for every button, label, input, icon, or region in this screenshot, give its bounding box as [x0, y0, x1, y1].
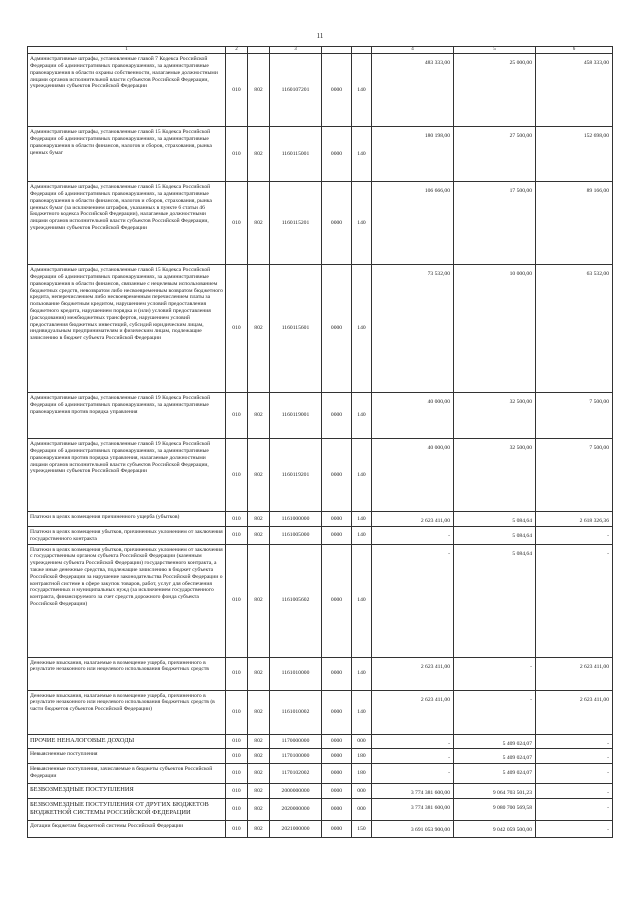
value-cell: 3 774 381 600,00	[372, 798, 454, 820]
value-cell: 3 774 381 600,00	[372, 784, 454, 799]
code-cell: 140	[352, 439, 372, 512]
code-cell: 010	[226, 734, 248, 749]
code-cell: 010	[226, 798, 248, 820]
value-cell: -	[536, 764, 613, 784]
table-row	[28, 127, 613, 182]
code-cell: 000	[352, 798, 372, 820]
code-cell: 1160119201	[270, 439, 322, 512]
code-cell: 802	[248, 784, 270, 799]
value-cell: 27 500,00	[454, 127, 536, 182]
header-cell: 5	[454, 47, 536, 54]
table-row	[28, 820, 613, 837]
row-description: Дотации бюджетам бюджетной системы Российской Федерации	[28, 820, 226, 837]
row-description: Административные штрафы, установленные главой 15 Кодекса Российской Федерации об административных правонарушениях, за административные правонарушения в области финансов, связанные с нецелевым использованием бюджетных средств, невозвратом либо несвоевременным возвратом бюджетного кредита, неперечислением либо несвоевременным перечислением платы за пользование бюджетным кредитом, нарушением условий предоставления бюджетного кредита, нарушением порядка и (или) условий предоставления (расходования) межбюджетных трансфертов, нарушением условий предоставления бюджетных инвестиций, субсидий юридическим лицам, индивидуальным предпринимателям и физическим лицам, подлежащие зачислению в бюджет субъекта Российской Федерации	[28, 265, 226, 393]
value-cell: 5 084,64	[454, 512, 536, 527]
value-cell: 458 333,00	[536, 54, 613, 127]
value-cell: -	[536, 526, 613, 544]
code-cell: 802	[248, 439, 270, 512]
value-cell: -	[536, 820, 613, 837]
code-cell: 0000	[322, 764, 352, 784]
code-cell: 802	[248, 393, 270, 439]
code-cell: 1161010000	[270, 657, 322, 690]
code-cell: 802	[248, 127, 270, 182]
header-cell	[322, 47, 352, 54]
code-cell: 180	[352, 764, 372, 784]
value-cell: -	[372, 544, 454, 657]
code-cell: 1160115601	[270, 265, 322, 393]
value-cell: 89 166,00	[536, 182, 613, 265]
code-cell: 140	[352, 690, 372, 734]
value-cell: 25 000,00	[454, 54, 536, 127]
table-row	[28, 512, 613, 527]
code-cell: 010	[226, 393, 248, 439]
header-cell: 6	[536, 47, 613, 54]
code-cell: 2000000000	[270, 784, 322, 799]
table-row	[28, 764, 613, 784]
code-cell: 1160119001	[270, 393, 322, 439]
code-cell: 2020000000	[270, 798, 322, 820]
table-row	[28, 439, 613, 512]
code-cell: 140	[352, 182, 372, 265]
value-cell: 32 500,00	[454, 439, 536, 512]
value-cell: 9 080 700 569,58	[454, 798, 536, 820]
value-cell: -	[536, 544, 613, 657]
value-cell: 7 500,00	[536, 393, 613, 439]
value-cell: 73 532,00	[372, 265, 454, 393]
code-cell: 150	[352, 820, 372, 837]
value-cell: 5 409 024,07	[454, 734, 536, 749]
value-cell: -	[454, 657, 536, 690]
code-cell: 0000	[322, 127, 352, 182]
value-cell: 2 623 411,00	[536, 690, 613, 734]
code-cell: 010	[226, 439, 248, 512]
value-cell: 40 000,00	[372, 393, 454, 439]
code-cell: 0000	[322, 544, 352, 657]
value-cell: 152 698,00	[536, 127, 613, 182]
table-row	[28, 182, 613, 265]
value-cell: -	[372, 764, 454, 784]
row-description: Невыясненные поступления, зачисляемые в бюджеты субъектов Российской Федерации	[28, 764, 226, 784]
table-row	[28, 734, 613, 749]
value-cell: 106 666,00	[372, 182, 454, 265]
header-cell	[352, 47, 372, 54]
code-cell: 140	[352, 265, 372, 393]
code-cell: 0000	[322, 820, 352, 837]
header-cell: 1	[28, 47, 226, 54]
code-cell: 0000	[322, 54, 352, 127]
code-cell: 140	[352, 512, 372, 527]
header-cell: 4	[372, 47, 454, 54]
value-cell: -	[372, 526, 454, 544]
value-cell: -	[454, 690, 536, 734]
row-description: Невыясненные поступления	[28, 749, 226, 764]
code-cell: 1170102002	[270, 764, 322, 784]
value-cell: 9 042 059 500,00	[454, 820, 536, 837]
row-description: Денежные взыскания, налагаемые в возмещение ущерба, причиненного в результате незаконного или нецелевого использования бюджетных средств (в части бюджетов субъектов Российской Федерации)	[28, 690, 226, 734]
code-cell: 140	[352, 657, 372, 690]
header-cell	[248, 47, 270, 54]
code-cell: 802	[248, 526, 270, 544]
code-cell: 1160107201	[270, 54, 322, 127]
value-cell: 2 623 411,00	[372, 690, 454, 734]
row-description: Административные штрафы, установленные главой 19 Кодекса Российской Федерации об административных правонарушениях, за административные правонарушения против порядка управления	[28, 393, 226, 439]
code-cell: 802	[248, 690, 270, 734]
code-cell: 000	[352, 734, 372, 749]
code-cell: 1161000000	[270, 512, 322, 527]
code-cell: 010	[226, 690, 248, 734]
value-cell: 483 333,00	[372, 54, 454, 127]
code-cell: 0000	[322, 690, 352, 734]
table-row	[28, 657, 613, 690]
header-cell: 3	[270, 47, 322, 54]
code-cell: 0000	[322, 439, 352, 512]
row-description: Платежи в целях возмещения убытков, причиненных уклонением от заключения государственного контракта	[28, 526, 226, 544]
table-row	[28, 393, 613, 439]
row-description: Денежные взыскания, налагаемые в возмещение ущерба, причиненного в результате незаконного или нецелевого использования бюджетных средств	[28, 657, 226, 690]
code-cell: 0000	[322, 512, 352, 527]
value-cell: 3 691 053 900,00	[372, 820, 454, 837]
value-cell: 2 623 411,00	[372, 657, 454, 690]
row-description: Административные штрафы, установленные главой 15 Кодекса Российской Федерации об административных правонарушениях, за административные правонарушения в области финансов, налогов и сборов, страхования, рынка ценных бумаг	[28, 127, 226, 182]
code-cell: 802	[248, 798, 270, 820]
code-cell: 1160115201	[270, 182, 322, 265]
code-cell: 010	[226, 784, 248, 799]
code-cell: 010	[226, 265, 248, 393]
code-cell: 140	[352, 544, 372, 657]
code-cell: 010	[226, 54, 248, 127]
code-cell: 1170000000	[270, 734, 322, 749]
row-description: ПРОЧИЕ НЕНАЛОГОВЫЕ ДОХОДЫ	[28, 734, 226, 749]
code-cell: 010	[226, 182, 248, 265]
header-cell: 2	[226, 47, 248, 54]
code-cell: 0000	[322, 393, 352, 439]
code-cell: 802	[248, 734, 270, 749]
code-cell: 802	[248, 657, 270, 690]
row-description: Административные штрафы, установленные главой 15 Кодекса Российской Федерации об административных правонарушениях, за административные правонарушения в области финансов, налогов и сборов, страхования, рынка ценных бумаг (за исключением штрафов, указанных в пункте 6 статьи 46 Бюджетного кодекса Российской Федерации), налагаемые должностными лицами органов исполнительной власти субъектов Российской Федерации, учреждениями субъектов Российской Федерации	[28, 182, 226, 265]
page-number: 11	[316, 32, 324, 40]
code-cell: 1170100000	[270, 749, 322, 764]
value-cell: 2 618 326,36	[536, 512, 613, 527]
code-cell: 0000	[322, 657, 352, 690]
value-cell: -	[536, 749, 613, 764]
code-cell: 010	[226, 526, 248, 544]
code-cell: 0000	[322, 734, 352, 749]
value-cell: 5 409 024,07	[454, 764, 536, 784]
row-description: Административные штрафы, установленные главой 7 Кодекса Российской Федерации об административных правонарушениях, за административные правонарушения в области охраны собственности, налагаемые должностными лицами органов исполнительной власти субъектов Российской Федерации, учреждениями субъектов Российской Федерации	[28, 54, 226, 127]
code-cell: 140	[352, 54, 372, 127]
code-cell: 1160115001	[270, 127, 322, 182]
code-cell: 010	[226, 820, 248, 837]
code-cell: 180	[352, 749, 372, 764]
code-cell: 010	[226, 512, 248, 527]
value-cell: -	[536, 798, 613, 820]
code-cell: 140	[352, 127, 372, 182]
table-row	[28, 798, 613, 820]
code-cell: 802	[248, 182, 270, 265]
table-row	[28, 749, 613, 764]
code-cell: 140	[352, 526, 372, 544]
code-cell: 802	[248, 749, 270, 764]
row-description: Платежи в целях возмещения убытков, причиненных уклонением от заключения с государственным органом субъекта Российской Федерации (казенным учреждением субъекта Российской Федерации) государственного контракта, а также иные денежные средства, подлежащие зачислению в бюджет субъекта Российской Федерации за нарушение законодательства Российской Федерации о контрактной системе в сфере закупок товаров, работ, услуг для обеспечения государственных и муниципальных нужд (за исключением государственного контракта, финансируемого за счет средств дорожного фонда субъекта Российской Федерации)	[28, 544, 226, 657]
value-cell: -	[536, 734, 613, 749]
code-cell: 1161005000	[270, 526, 322, 544]
header-row	[28, 47, 613, 54]
code-cell: 0000	[322, 182, 352, 265]
value-cell: -	[372, 749, 454, 764]
value-cell: 5 084,64	[454, 544, 536, 657]
row-description: Административные штрафы, установленные главой 19 Кодекса Российской Федерации об административных правонарушениях, за административные правонарушения против порядка управления, налагаемые должностными лицами органов исполнительной власти субъектов Российской Федерации, учреждениями субъектов Российской Федерации	[28, 439, 226, 512]
value-cell: 5 084,64	[454, 526, 536, 544]
value-cell: 9 064 703 501,23	[454, 784, 536, 799]
value-cell: 5 409 024,07	[454, 749, 536, 764]
code-cell: 802	[248, 820, 270, 837]
code-cell: 0000	[322, 798, 352, 820]
code-cell: 010	[226, 544, 248, 657]
code-cell: 802	[248, 265, 270, 393]
table-row	[28, 544, 613, 657]
value-cell: 10 000,00	[454, 265, 536, 393]
budget-table	[27, 46, 613, 838]
code-cell: 010	[226, 127, 248, 182]
code-cell: 010	[226, 764, 248, 784]
value-cell: 17 500,00	[454, 182, 536, 265]
table-row	[28, 784, 613, 799]
value-cell: 32 500,00	[454, 393, 536, 439]
code-cell: 1161010002	[270, 690, 322, 734]
value-cell: 180 198,00	[372, 127, 454, 182]
code-cell: 140	[352, 393, 372, 439]
code-cell: 0000	[322, 526, 352, 544]
table-row	[28, 690, 613, 734]
code-cell: 000	[352, 784, 372, 799]
code-cell: 0000	[322, 784, 352, 799]
row-description: БЕЗВОЗМЕЗДНЫЕ ПОСТУПЛЕНИЯ ОТ ДРУГИХ БЮДЖЕТОВ БЮДЖЕТНОЙ СИСТЕМЫ РОССИЙСКОЙ ФЕДЕРАЦИИ	[28, 798, 226, 820]
value-cell: 40 000,00	[372, 439, 454, 512]
table-row	[28, 265, 613, 393]
code-cell: 802	[248, 512, 270, 527]
code-cell: 802	[248, 544, 270, 657]
code-cell: 802	[248, 764, 270, 784]
table-row	[28, 54, 613, 127]
code-cell: 010	[226, 749, 248, 764]
value-cell: 7 500,00	[536, 439, 613, 512]
code-cell: 2021000000	[270, 820, 322, 837]
code-cell: 0000	[322, 265, 352, 393]
row-description: Платежи в целях возмещения причиненного ущерба (убытков)	[28, 512, 226, 527]
table-row	[28, 526, 613, 544]
code-cell: 0000	[322, 749, 352, 764]
code-cell: 1161005602	[270, 544, 322, 657]
code-cell: 802	[248, 54, 270, 127]
value-cell: -	[536, 784, 613, 799]
row-description: БЕЗВОЗМЕЗДНЫЕ ПОСТУПЛЕНИЯ	[28, 784, 226, 799]
value-cell: 2 623 411,00	[536, 657, 613, 690]
value-cell: -	[372, 734, 454, 749]
value-cell: 2 623 411,00	[372, 512, 454, 527]
code-cell: 010	[226, 657, 248, 690]
value-cell: 63 532,00	[536, 265, 613, 393]
